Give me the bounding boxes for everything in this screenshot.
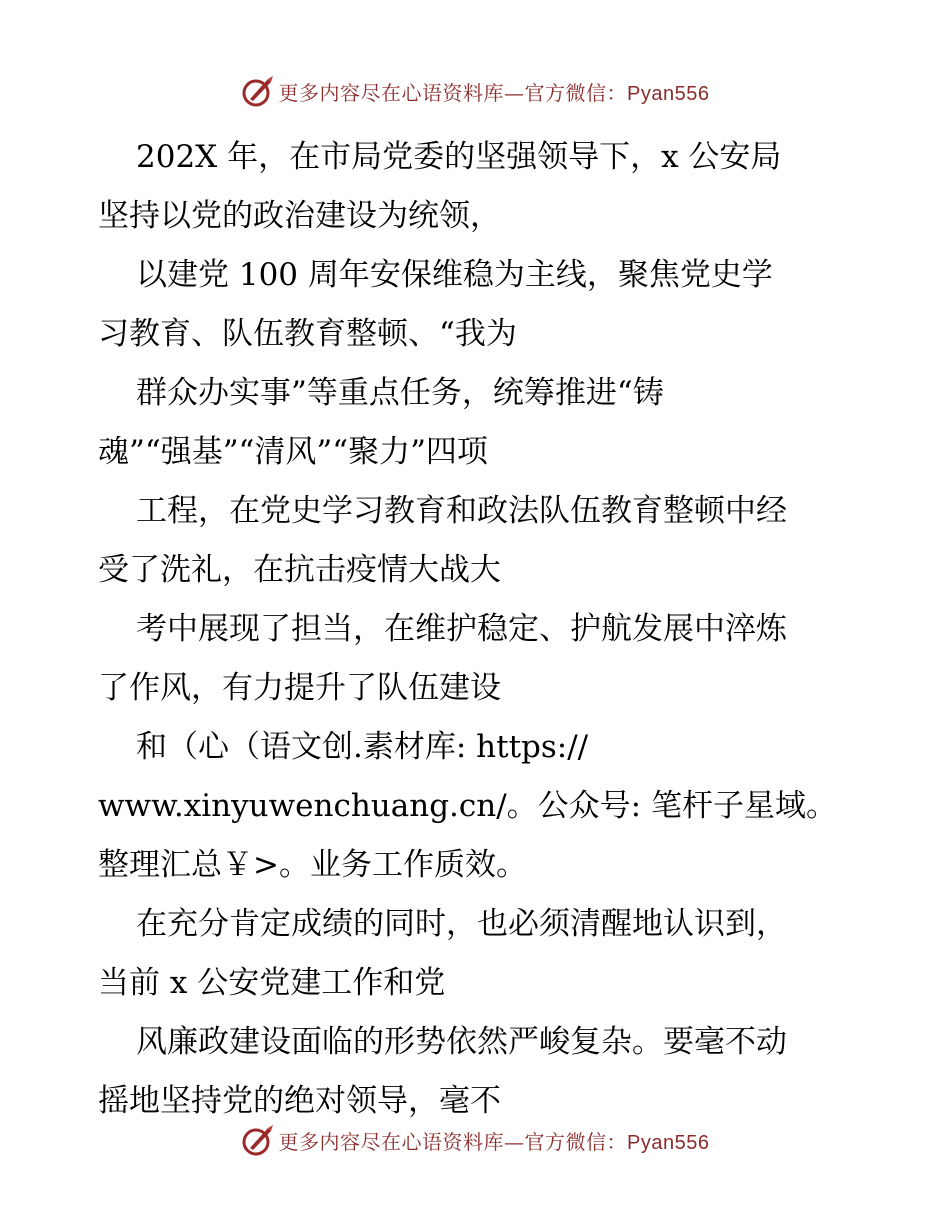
watermark-handle: Pyan556 <box>627 1131 710 1154</box>
paragraph-line: 以建党 100 周年安保维稳为主线，聚焦党史学 <box>136 257 773 293</box>
paragraph <box>98 895 858 1013</box>
watermark-text: 更多内容尽在心语资料库—官方微信：Pyan556 <box>278 80 710 105</box>
paragraph-line: 在充分肯定成绩的同时，也必须清醒地认识到， <box>136 906 787 942</box>
watermark-handle: Pyan556 <box>627 82 710 105</box>
quill-logo-icon <box>241 74 275 108</box>
paragraph-line: 群众办实事”等重点任务，统筹推进“铸 <box>136 375 664 411</box>
paragraph-line: 了作风，有力提升了队伍建设 <box>98 670 501 706</box>
quill-logo-icon <box>241 1123 275 1157</box>
paragraph-line: 坚持以党的政治建设为统领， <box>98 198 501 234</box>
paragraph-line: 202X 年，在市局党委的坚强领导下，x 公安局 <box>136 139 782 175</box>
paragraph <box>98 128 858 246</box>
document-body <box>98 128 858 1131</box>
paragraph <box>98 246 858 364</box>
header-watermark-banner <box>0 71 950 111</box>
paragraph-line: 当前 x 公安党建工作和党 <box>98 965 446 1001</box>
footer-watermark-banner <box>0 1120 950 1160</box>
paragraph-line: 和（心（语文创.素材库: https:// <box>136 729 589 765</box>
paragraph-line: 整理汇总￥>。业务工作质效。 <box>98 847 527 883</box>
paragraph-line: 工程，在党史学习教育和政法队伍教育整顿中经 <box>136 493 787 529</box>
paragraph <box>98 1013 858 1131</box>
paragraph-line: 摇地坚持党的绝对领导，毫不 <box>98 1083 501 1119</box>
paragraph <box>98 600 858 718</box>
paragraph-line: 受了洗礼，在抗击疫情大战大 <box>98 552 501 588</box>
paragraph-line: 风廉政建设面临的形势依然严峻复杂。要毫不动 <box>136 1024 787 1060</box>
paragraph-line: 考中展现了担当，在维护稳定、护航发展中淬炼 <box>136 611 787 647</box>
watermark-text: 更多内容尽在心语资料库—官方微信：Pyan556 <box>278 1129 710 1154</box>
paragraph <box>98 364 858 482</box>
paragraph <box>98 718 858 895</box>
paragraph <box>98 482 858 600</box>
paragraph-line: www.xinyuwenchuang.cn/。公众号: 笔杆子星域。 <box>98 788 837 824</box>
paragraph-line: 魂”“强基”“清风”“聚力”四项 <box>98 434 488 470</box>
paragraph-line: 习教育、队伍教育整顿、“我为 <box>98 316 517 352</box>
